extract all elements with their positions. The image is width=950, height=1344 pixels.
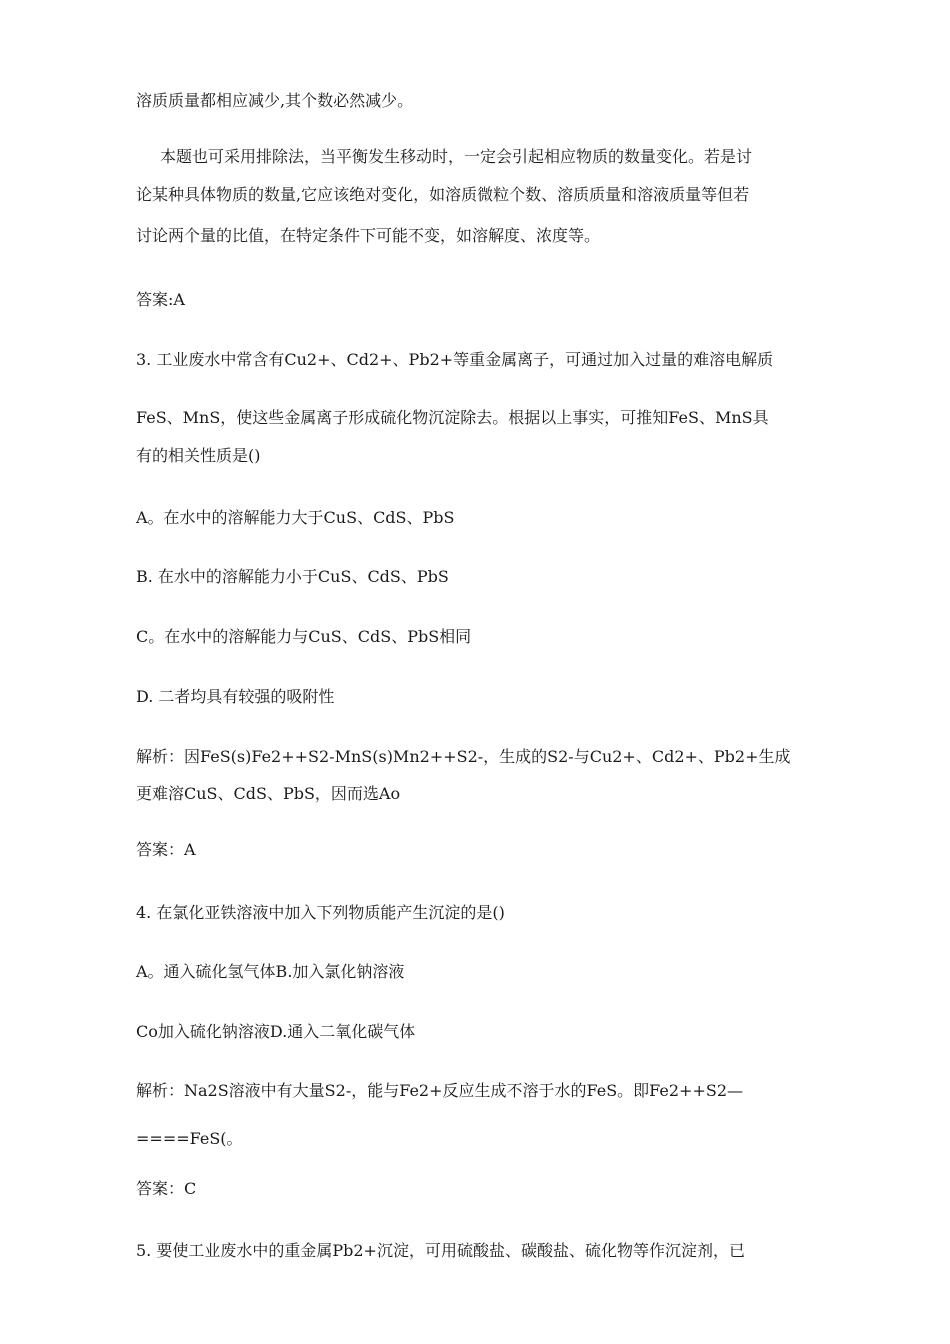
answer-line: 答案：A xyxy=(136,840,196,859)
option-line: D. 二者均具有较强的吸附性 xyxy=(136,687,335,706)
paragraph-line: 讨论两个量的比值，在特定条件下可能不变，如溶解度、浓度等。 xyxy=(136,226,601,245)
question-line: 5. 要使工业废水中的重金属Pb2+沉淀，可用硫酸盐、碳酸盐、硫化物等作沉淀剂，已 xyxy=(136,1241,745,1260)
question-line: FeS、MnS，使这些金属离子形成硫化物沉淀除去。根据以上事实，可推知FeS、MnS具 xyxy=(136,408,769,427)
analysis-line: 更难溶CuS、CdS、PbS，因而选Ao xyxy=(136,784,401,803)
question-line: 4. 在氯化亚铁溶液中加入下列物质能产生沉淀的是() xyxy=(136,903,505,922)
answer-line: 答案：C xyxy=(136,1179,197,1198)
analysis-line: 解析：因FeS(s)Fe2++S2-MnS(s)Mn2++S2-，生成的S2-与Cu2+、Cd2+、Pb2+生成 xyxy=(136,747,791,766)
option-line: A。通入硫化氢气体B.加入氯化钠溶液 xyxy=(136,962,405,981)
paragraph-line: 溶质质量都相应减少,其个数必然减少。 xyxy=(136,91,414,110)
paragraph-line: 本题也可采用排除法，当平衡发生移动时，一定会引起相应物质的数量变化。若是讨 xyxy=(160,147,753,166)
option-line: B. 在水中的溶解能力小于CuS、CdS、PbS xyxy=(136,567,449,586)
option-line: A。在水中的溶解能力大于CuS、CdS、PbS xyxy=(136,508,455,527)
option-line: Co加入硫化钠溶液D.通入二氧化碳气体 xyxy=(136,1022,416,1041)
answer-line: 答案:A xyxy=(136,290,185,309)
paragraph-line: 论某种具体物质的数量,它应该绝对变化，如溶质微粒个数、溶质质量和溶液质量等但若 xyxy=(136,185,750,204)
analysis-line: 解析：Na2S溶液中有大量S2-，能与Fe2+反应生成不溶于水的FeS。即Fe2++S2— xyxy=(136,1081,743,1100)
question-line: 3. 工业废水中常含有Cu2+、Cd2+、Pb2+等重金属离子，可通过加入过量的难溶电解质 xyxy=(136,350,774,369)
option-line: C。在水中的溶解能力与CuS、CdS、PbS相同 xyxy=(136,627,472,646)
analysis-line: ====FeS(。 xyxy=(136,1129,243,1148)
question-line: 有的相关性质是() xyxy=(136,446,261,465)
